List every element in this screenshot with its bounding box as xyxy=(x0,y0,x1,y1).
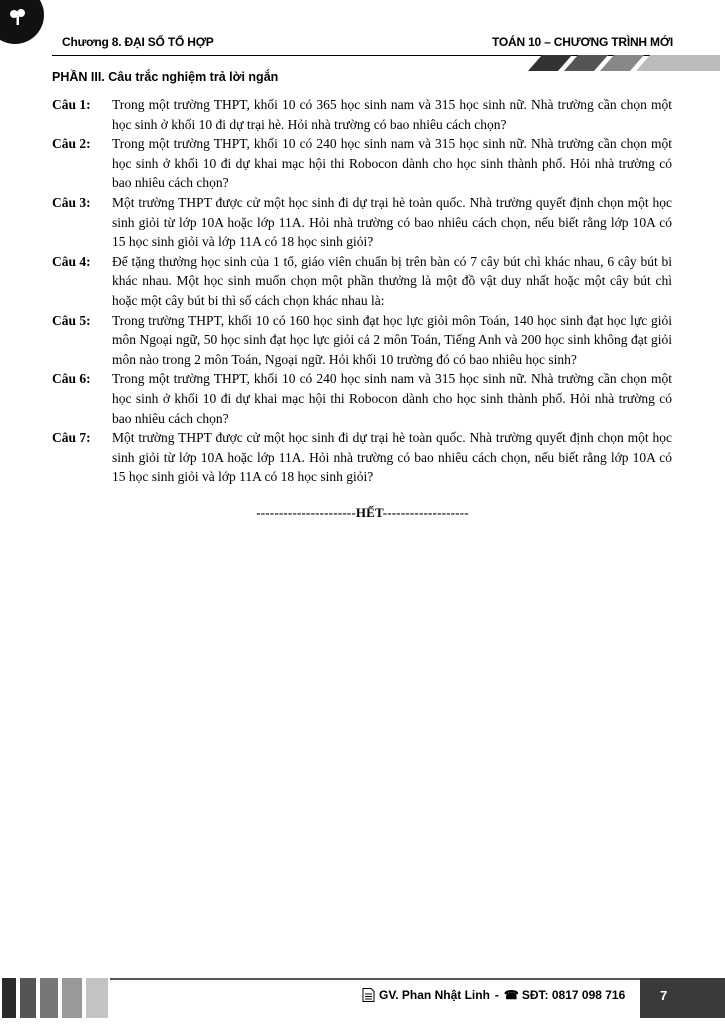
question-list xyxy=(52,95,672,487)
question-label: Câu 7: xyxy=(52,430,91,446)
question-label: Câu 5: xyxy=(52,312,91,328)
question-text: Trong một trường THPT, khối 10 có 240 học sinh nam và 315 học sinh nữ. Nhà trường cần chọn một học sinh ở khối 10 đi dự khai mạc hội thi Robocon dành cho học sinh thành phố. Hỏi nhà trường có bao nhiêu cách chọn? xyxy=(112,371,672,426)
corner-badge xyxy=(0,0,44,44)
end-mark: ----------------------HẾT------------------- xyxy=(256,505,469,520)
question-7 xyxy=(52,428,672,487)
phone-icon: ☎ xyxy=(503,988,519,1002)
document-icon xyxy=(362,988,375,1002)
question-text: Trong trường THPT, khối 10 có 160 học sinh đạt học lực giỏi môn Toán, 140 học sinh đạt học lực giỏi môn Ngoại ngữ, 50 học sinh đạt học lực giỏi cả 2 môn Toán, Tiếng Anh và 200 học sinh không đạt giỏi môn nào trong 2 môn Toán, Ngoại ngữ. Hỏi khối 10 trường đó có bao nhiêu học sinh? xyxy=(112,312,672,367)
question-1 xyxy=(52,95,672,134)
footer-author xyxy=(362,988,625,1002)
question-5 xyxy=(52,311,672,370)
phone-number: SĐT: 0817 098 716 xyxy=(521,988,626,1002)
question-label: Câu 3: xyxy=(52,194,91,210)
chapter-title: Chương 8. ĐẠI SỐ TỔ HỢP xyxy=(62,35,214,49)
question-text: Một trường THPT được cử một học sinh đi dự trại hè toàn quốc. Nhà trường quyết định chọn một học sinh giỏi từ lớp 10A hoặc lớp 11A. Hỏi nhà trường có bao nhiêu cách chọn, nếu biết rằng lớp 10A có 15 học sinh giỏi và lớp 11A có 18 học sinh giỏi? xyxy=(112,194,672,250)
subject-title: TOÁN 10 – CHƯƠNG TRÌNH MỚI xyxy=(491,35,673,49)
question-label: Câu 6: xyxy=(52,371,91,387)
question-text: Để tặng thưởng học sinh của 1 tổ, giáo viên chuẩn bị trên bàn có 7 cây bút chì khác nhau, 6 cây bút bi khác nhau. Một học sinh muốn chọn một phần thưởng là một đồ vật duy nhất hoặc một cây bút chì hoặc một cây bút bi thì số cách chọn khác nhau là: xyxy=(112,253,672,308)
question-text: Trong một trường THPT, khối 10 có 240 học sinh nam và 315 học sinh nữ. Nhà trường cần chọn một học sinh ở khối 10 đi dự khai mạc hội thi Robocon dành cho học sinh thành phố. Hỏi nhà trường có bao nhiêu cách chọn? xyxy=(112,136,672,191)
question-2 xyxy=(52,134,672,193)
question-text: Trong một trường THPT, khối 10 có 365 học sinh nam và 315 học sinh nữ. Nhà trường cần chọn một học sinh ở khối 10 đi dự trại hè. Hỏi nhà trường có bao nhiêu cách chọn? xyxy=(112,97,672,132)
question-3 xyxy=(52,193,672,252)
question-label: Câu 2: xyxy=(52,136,91,152)
footer-bars xyxy=(0,978,130,1018)
footer-separator: - xyxy=(494,988,499,1002)
logo-icon xyxy=(6,5,30,29)
question-6 xyxy=(52,369,672,428)
header-stripes xyxy=(520,55,720,71)
question-text: Một trường THPT được cử một học sinh đi dự trại hè toàn quốc. Nhà trường quyết định chọn một học sinh giỏi từ lớp 10A hoặc lớp 11A. Hỏi nhà trường có bao nhiêu cách chọn, nếu biết rằng lớp 10A có 15 học sinh giỏi và lớp 11A có 18 học sinh giỏi? xyxy=(112,430,672,485)
section-title: PHẦN III. Câu trắc nghiệm trả lời ngắn xyxy=(52,70,279,84)
question-4 xyxy=(52,252,672,311)
page-number: 7 xyxy=(640,978,725,1018)
question-label: Câu 1: xyxy=(52,97,91,112)
footer-divider xyxy=(110,978,725,980)
question-label: Câu 4: xyxy=(52,253,91,269)
author-name: GV. Phan Nhật Linh xyxy=(379,988,490,1002)
